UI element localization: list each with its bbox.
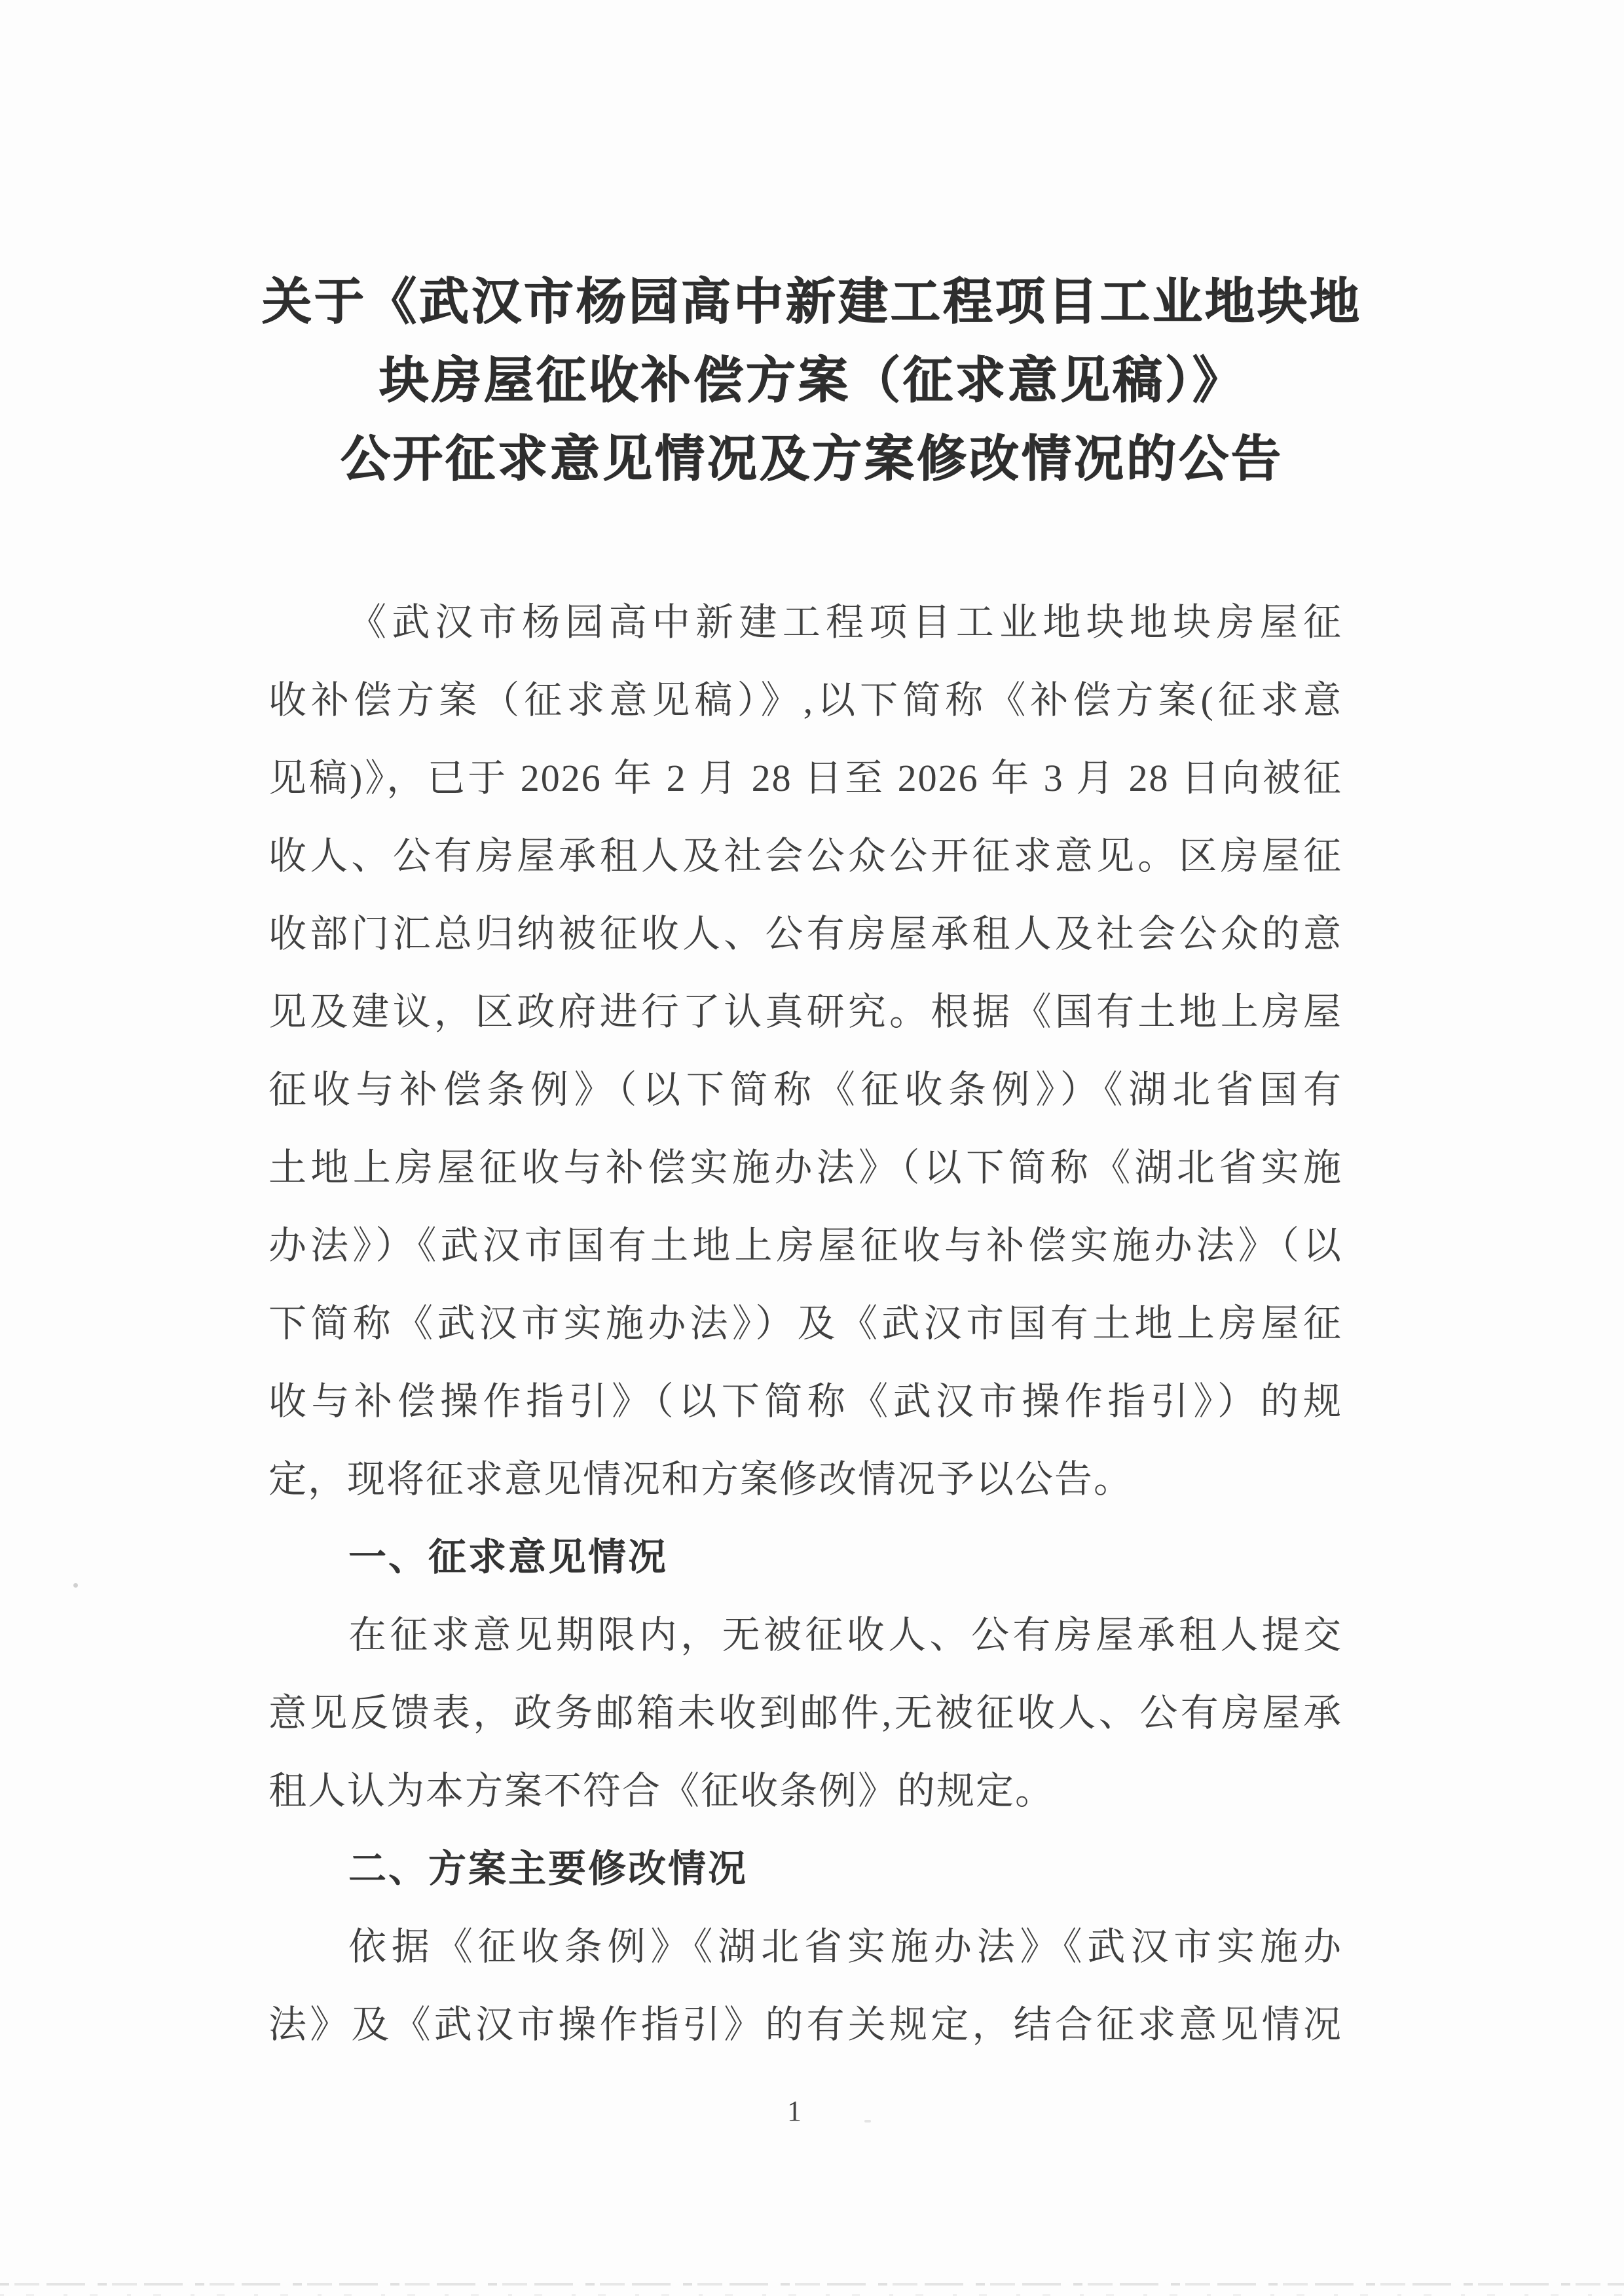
body-line: 下简称《武汉市实施办法》）及《武汉市国有土地上房屋征 (268, 1302, 1342, 1345)
body-line: 见稿)》，已于 2026 年 2 月 28 日至 2026 年 3 月 28 日向被征 (268, 757, 1342, 799)
body-line: 收部门汇总归纳被征收人、公有房屋承租人及社会公众的意 (268, 913, 1342, 955)
document-title (0, 263, 1624, 499)
body-line: 收人、公有房屋承租人及社会公众公开征求意见。区房屋征 (268, 835, 1342, 877)
body-line: 依据《征收条例》《湖北省实施办法》《武汉市实施办 (348, 1925, 1342, 1968)
body-line: 收与补偿操作指引》（以下简称《武汉市操作指引》）的规 (268, 1380, 1342, 1423)
title-line: 公开征求意见情况及方案修改情况的公告 (341, 431, 1283, 487)
body-line: 办法》）《武汉市国有土地上房屋征收与补偿实施办法》（以 (268, 1224, 1342, 1267)
page-number: 1 (787, 2095, 802, 2127)
body-line: 收补偿方案（征求意见稿）》,以下简称《补偿方案(征求意 (268, 679, 1342, 721)
body-line: 租人认为本方案不符合《征收条例》的规定。 (268, 1770, 1055, 1812)
scan-artifact-noise-line (0, 2283, 1624, 2286)
body-line: 意见反馈表，政务邮箱未收到邮件,无被征收人、公有房屋承 (268, 1692, 1342, 1734)
title-line: 关于《武汉市杨园高中新建工程项目工业地块地 (262, 274, 1362, 330)
section-heading: 一、征求意见情况 (348, 1536, 669, 1578)
section-heading: 二、方案主要修改情况 (348, 1848, 748, 1890)
scan-artifact-speck (73, 1583, 78, 1588)
document-body (268, 583, 1342, 2064)
body-line: 定，现将征求意见情况和方案修改情况予以公告。 (268, 1458, 1134, 1501)
body-line: 见及建议，区政府进行了认真研究。根据《国有土地上房屋 (268, 991, 1342, 1033)
scan-artifact-speck (864, 2120, 871, 2123)
body-line: 法》及《武汉市操作指引》的有关规定，结合征求意见情况 (268, 2003, 1342, 2046)
body-line: 土地上房屋征收与补偿实施办法》（以下简称《湖北省实施 (268, 1146, 1342, 1189)
body-line: 在征求意见期限内，无被征收人、公有房屋承租人提交 (348, 1614, 1342, 1656)
body-line: 征收与补偿条例》（以下简称《征收条例》）《湖北省国有 (268, 1068, 1342, 1111)
body-line: 《武汉市杨园高中新建工程项目工业地块地块房屋征 (348, 601, 1342, 644)
title-line: 块房屋征收补偿方案（征求意见稿）》 (379, 353, 1245, 409)
